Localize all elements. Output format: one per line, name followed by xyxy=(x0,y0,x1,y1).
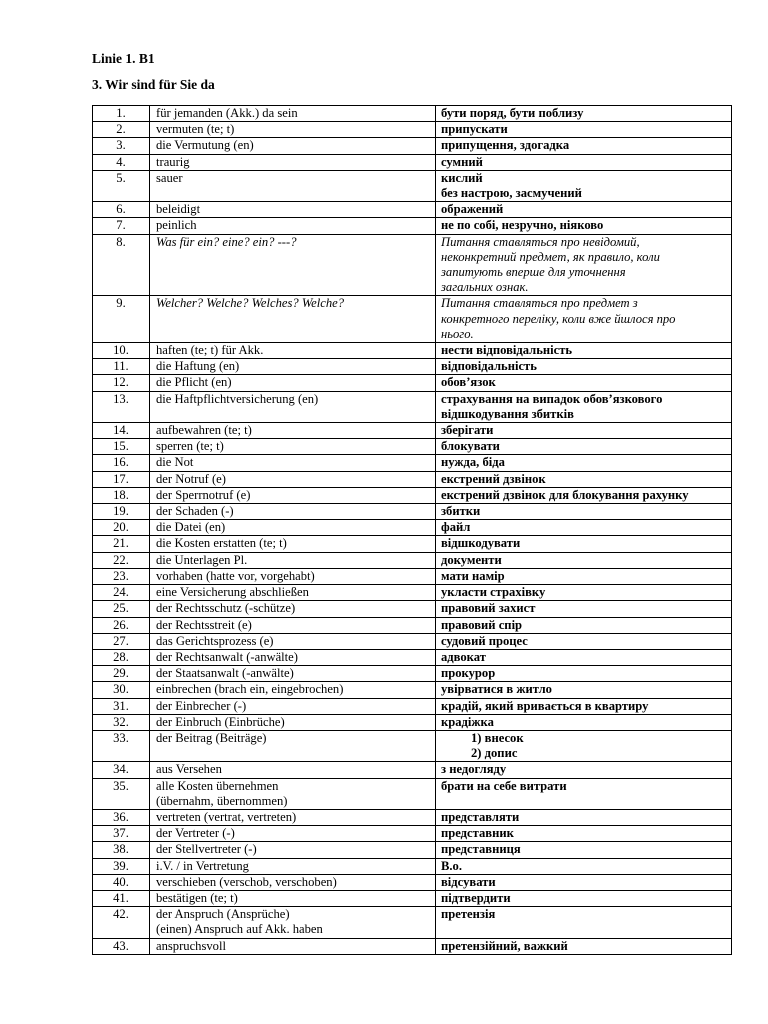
translation-line: неконкретний предмет, як правило, коли xyxy=(441,249,660,264)
translation-line: збитки xyxy=(441,504,481,519)
row-number: 37. xyxy=(93,826,150,842)
table-row xyxy=(93,296,732,343)
translation-line: нього. xyxy=(441,326,474,341)
table-row xyxy=(93,762,732,778)
ukrainian-translation xyxy=(436,296,732,343)
translation-line: не по собі, незручно, ніяково xyxy=(441,218,604,233)
table-row xyxy=(93,439,732,455)
german-term-line: die Haftung (en) xyxy=(156,359,240,374)
ukrainian-translation xyxy=(436,170,732,201)
row-number: 2. xyxy=(93,122,150,138)
translation-line: документи xyxy=(441,552,502,567)
document-title: Linie 1. B1 xyxy=(92,51,155,66)
translation-line: екстрений дзвінок xyxy=(441,471,546,486)
row-number: 30. xyxy=(93,682,150,698)
german-term-line: peinlich xyxy=(156,218,197,233)
german-term-line: sauer xyxy=(156,170,183,185)
table-row xyxy=(93,633,732,649)
row-number: 36. xyxy=(93,809,150,825)
german-term-line: der Beitrag (Beiträge) xyxy=(156,730,267,745)
german-term-line: beleidigt xyxy=(156,202,201,217)
german-term-line: der Stellvertreter (-) xyxy=(156,842,257,857)
ukrainian-translation xyxy=(436,585,732,601)
ukrainian-translation xyxy=(436,617,732,633)
german-term xyxy=(150,375,436,391)
row-number: 19. xyxy=(93,504,150,520)
table-row xyxy=(93,234,732,296)
ukrainian-translation xyxy=(436,106,732,122)
german-term xyxy=(150,585,436,601)
ukrainian-translation xyxy=(436,858,732,874)
translation-line: файл xyxy=(441,520,471,535)
german-term-line: der Rechtsschutz (-schütze) xyxy=(156,601,296,616)
translation-line: увірватися в житло xyxy=(441,682,552,697)
row-number: 33. xyxy=(93,730,150,761)
row-number: 12. xyxy=(93,375,150,391)
german-term xyxy=(150,218,436,234)
table-row xyxy=(93,666,732,682)
ukrainian-translation xyxy=(436,218,732,234)
german-term-line: die Haftpflichtversicherung (en) xyxy=(156,391,319,406)
row-number: 35. xyxy=(93,778,150,809)
ukrainian-translation xyxy=(436,762,732,778)
german-term-line: der Schaden (-) xyxy=(156,504,234,519)
german-term-line: der Notruf (e) xyxy=(156,471,226,486)
ukrainian-translation xyxy=(436,938,732,954)
german-term xyxy=(150,359,436,375)
ukrainian-translation xyxy=(436,649,732,665)
translation-line: відшкодування збитків xyxy=(441,406,574,421)
german-term xyxy=(150,504,436,520)
ukrainian-translation xyxy=(436,682,732,698)
german-term xyxy=(150,568,436,584)
german-term xyxy=(150,170,436,201)
german-term xyxy=(150,455,436,471)
translation-line: ображений xyxy=(441,202,504,217)
german-term-line: traurig xyxy=(156,154,190,169)
ukrainian-translation xyxy=(436,359,732,375)
german-term-line: der Staatsanwalt (-anwälte) xyxy=(156,666,294,681)
vocabulary-table xyxy=(92,105,732,955)
german-term-line: verschieben (verschob, verschoben) xyxy=(156,874,337,889)
table-row xyxy=(93,154,732,170)
row-number: 43. xyxy=(93,938,150,954)
translation-line: відповідальність xyxy=(441,359,537,374)
row-number: 24. xyxy=(93,585,150,601)
translation-line: адвокат xyxy=(441,649,486,664)
translation-line: підтвердити xyxy=(441,890,511,905)
translation-line: бути поряд, бути поблизу xyxy=(441,106,584,120)
german-term xyxy=(150,778,436,809)
german-term xyxy=(150,762,436,778)
row-number: 26. xyxy=(93,617,150,633)
translation-line: брати на себе витрати xyxy=(441,778,567,793)
ukrainian-translation xyxy=(436,601,732,617)
table-row xyxy=(93,698,732,714)
table-row xyxy=(93,471,732,487)
german-term xyxy=(150,907,436,938)
german-term-line: die Kosten erstatten (te; t) xyxy=(156,536,287,551)
german-term-line: eine Versicherung abschließen xyxy=(156,585,309,600)
german-term-line: der Vertreter (-) xyxy=(156,826,235,841)
row-number: 40. xyxy=(93,874,150,890)
table-row xyxy=(93,138,732,154)
translation-line: конкретного переліку, коли вже йшлося про xyxy=(441,311,676,326)
ukrainian-translation xyxy=(436,666,732,682)
table-row xyxy=(93,520,732,536)
german-term-line: bestätigen (te; t) xyxy=(156,890,238,905)
row-number: 29. xyxy=(93,666,150,682)
translation-line: нужда, біда xyxy=(441,455,505,470)
table-row xyxy=(93,890,732,906)
row-number: 21. xyxy=(93,536,150,552)
row-number: 39. xyxy=(93,858,150,874)
translation-line: припущення, здогадка xyxy=(441,138,570,153)
translation-line: відсувати xyxy=(441,874,496,889)
table-row xyxy=(93,343,732,359)
table-row xyxy=(93,455,732,471)
ukrainian-translation xyxy=(436,234,732,296)
translation-line: відшкодувати xyxy=(441,536,521,551)
row-number: 22. xyxy=(93,552,150,568)
row-number: 6. xyxy=(93,202,150,218)
translation-line: представниця xyxy=(441,842,521,857)
row-number: 9. xyxy=(93,296,150,343)
row-number: 17. xyxy=(93,471,150,487)
german-term-line: (übernahm, übernommen) xyxy=(156,793,288,808)
german-term xyxy=(150,423,436,439)
table-row xyxy=(93,568,732,584)
german-term-line: die Pflicht (en) xyxy=(156,375,232,390)
german-term xyxy=(150,439,436,455)
table-row xyxy=(93,375,732,391)
german-term-line: vorhaben (hatte vor, vorgehabt) xyxy=(156,568,315,583)
table-row xyxy=(93,391,732,422)
row-number: 27. xyxy=(93,633,150,649)
row-number: 23. xyxy=(93,568,150,584)
translation-line: правовий спір xyxy=(441,617,523,632)
german-term-line: einbrechen (brach ein, eingebrochen) xyxy=(156,682,344,697)
ukrainian-translation xyxy=(436,536,732,552)
german-term xyxy=(150,809,436,825)
ukrainian-translation xyxy=(436,809,732,825)
translation-line: 1) внесок xyxy=(471,730,524,745)
translation-line: сумний xyxy=(441,154,483,169)
row-number: 25. xyxy=(93,601,150,617)
ukrainian-translation xyxy=(436,202,732,218)
table-row xyxy=(93,617,732,633)
translation-line: зберігати xyxy=(441,423,494,438)
row-number: 28. xyxy=(93,649,150,665)
ukrainian-translation xyxy=(436,633,732,649)
table-row xyxy=(93,874,732,890)
row-number: 14. xyxy=(93,423,150,439)
ukrainian-translation xyxy=(436,154,732,170)
ukrainian-translation xyxy=(436,471,732,487)
german-term xyxy=(150,138,436,154)
german-term xyxy=(150,842,436,858)
translation-line: запитують вперше для уточнення xyxy=(441,265,626,280)
german-term-line: die Not xyxy=(156,455,194,470)
translation-line: правовий захист xyxy=(441,601,536,616)
german-term-line: i.V. / in Vertretung xyxy=(156,858,249,873)
ukrainian-translation xyxy=(436,138,732,154)
german-term-line: der Einbruch (Einbrüche) xyxy=(156,714,285,729)
ukrainian-translation xyxy=(436,520,732,536)
translation-line: кислий xyxy=(441,170,483,185)
german-term xyxy=(150,874,436,890)
table-row xyxy=(93,938,732,954)
german-term xyxy=(150,649,436,665)
translation-line: блокувати xyxy=(441,439,500,454)
row-number: 38. xyxy=(93,842,150,858)
table-row xyxy=(93,218,732,234)
german-term xyxy=(150,666,436,682)
table-row xyxy=(93,809,732,825)
table-row xyxy=(93,714,732,730)
translation-line: нести відповідальність xyxy=(441,343,573,358)
german-term-line: das Gerichtsprozess (e) xyxy=(156,633,274,648)
row-number: 34. xyxy=(93,762,150,778)
row-number: 18. xyxy=(93,487,150,503)
german-term-line: anspruchsvoll xyxy=(156,938,226,953)
translation-line: В.о. xyxy=(441,858,462,873)
ukrainian-translation xyxy=(436,552,732,568)
translation-line: екстрений дзвінок для блокування рахунку xyxy=(441,487,689,502)
translation-line: Питання ставляться про предмет з xyxy=(441,296,638,311)
ukrainian-translation xyxy=(436,343,732,359)
german-term xyxy=(150,826,436,842)
table-row xyxy=(93,585,732,601)
row-number: 42. xyxy=(93,907,150,938)
german-term xyxy=(150,633,436,649)
table-row xyxy=(93,682,732,698)
german-term-line: (einen) Anspruch auf Akk. haben xyxy=(156,922,323,937)
row-number: 11. xyxy=(93,359,150,375)
translation-line: претензія xyxy=(441,907,496,922)
ukrainian-translation xyxy=(436,375,732,391)
vocabulary-table-body xyxy=(93,106,732,955)
german-term xyxy=(150,601,436,617)
ukrainian-translation xyxy=(436,890,732,906)
table-row xyxy=(93,359,732,375)
german-term-line: der Einbrecher (-) xyxy=(156,698,247,713)
table-row xyxy=(93,106,732,122)
german-term xyxy=(150,520,436,536)
german-term-line: aus Versehen xyxy=(156,762,222,777)
translation-line: загальних ознак. xyxy=(441,280,529,295)
german-term xyxy=(150,938,436,954)
ukrainian-translation xyxy=(436,391,732,422)
row-number: 20. xyxy=(93,520,150,536)
german-term-line: die Unterlagen Pl. xyxy=(156,552,248,567)
ukrainian-translation xyxy=(436,826,732,842)
table-row xyxy=(93,552,732,568)
translation-line: обов’язок xyxy=(441,375,496,390)
ukrainian-translation xyxy=(436,423,732,439)
table-row xyxy=(93,778,732,809)
translation-line: прокурор xyxy=(441,666,496,681)
german-term xyxy=(150,471,436,487)
translation-line: представляти xyxy=(441,809,520,824)
translation-line: мати намір xyxy=(441,568,505,583)
table-row xyxy=(93,858,732,874)
row-number: 15. xyxy=(93,439,150,455)
german-term-line: die Vermutung (en) xyxy=(156,138,254,153)
translation-line: претензійний, важкий xyxy=(441,938,568,953)
german-term xyxy=(150,154,436,170)
german-term-line: der Anspruch (Ansprüche) xyxy=(156,907,290,922)
german-term-line: alle Kosten übernehmen xyxy=(156,778,279,793)
row-number: 5. xyxy=(93,170,150,201)
ukrainian-translation xyxy=(436,487,732,503)
table-row xyxy=(93,487,732,503)
row-number: 16. xyxy=(93,455,150,471)
row-number: 7. xyxy=(93,218,150,234)
row-number: 8. xyxy=(93,234,150,296)
german-term xyxy=(150,343,436,359)
german-term-line: haften (te; t) für Akk. xyxy=(156,343,264,358)
row-number: 13. xyxy=(93,391,150,422)
translation-line: припускати xyxy=(441,122,508,137)
german-term-line: vermuten (te; t) xyxy=(156,122,235,137)
german-term xyxy=(150,617,436,633)
ukrainian-translation xyxy=(436,698,732,714)
table-row xyxy=(93,202,732,218)
translation-line: крадіжка xyxy=(441,714,494,729)
translation-line: крадій, який вривається в квартиру xyxy=(441,698,649,713)
ukrainian-translation xyxy=(436,439,732,455)
translation-line: страхування на випадок обов’язкового xyxy=(441,391,663,406)
ukrainian-translation xyxy=(436,842,732,858)
ukrainian-translation xyxy=(436,714,732,730)
row-number: 4. xyxy=(93,154,150,170)
ukrainian-translation xyxy=(436,455,732,471)
german-term-line: Welcher? Welche? Welches? Welche? xyxy=(156,296,345,311)
german-term xyxy=(150,552,436,568)
translation-line: представник xyxy=(441,826,514,841)
table-row xyxy=(93,649,732,665)
german-term xyxy=(150,698,436,714)
table-row xyxy=(93,730,732,761)
table-row xyxy=(93,842,732,858)
german-term xyxy=(150,391,436,422)
ukrainian-translation xyxy=(436,730,732,761)
german-term-line: Was für ein? eine? ein? ---? xyxy=(156,234,297,249)
german-term xyxy=(150,730,436,761)
german-term xyxy=(150,487,436,503)
table-row xyxy=(93,536,732,552)
german-term-line: die Datei (en) xyxy=(156,520,226,535)
ukrainian-translation xyxy=(436,568,732,584)
row-number: 32. xyxy=(93,714,150,730)
german-term-line: aufbewahren (te; t) xyxy=(156,423,252,438)
translation-line: з недогляду xyxy=(441,762,507,777)
translation-line: без настрою, засмучений xyxy=(441,186,582,201)
translation-line: укласти страхівку xyxy=(441,585,546,600)
german-term xyxy=(150,202,436,218)
german-term xyxy=(150,106,436,122)
table-row xyxy=(93,423,732,439)
translation-line: судовий процес xyxy=(441,633,528,648)
german-term-line: sperren (te; t) xyxy=(156,439,224,454)
german-term xyxy=(150,296,436,343)
table-row xyxy=(93,601,732,617)
ukrainian-translation xyxy=(436,778,732,809)
ukrainian-translation xyxy=(436,907,732,938)
german-term xyxy=(150,234,436,296)
german-term-line: für jemanden (Akk.) da sein xyxy=(156,106,298,120)
german-term xyxy=(150,858,436,874)
row-number: 10. xyxy=(93,343,150,359)
row-number: 31. xyxy=(93,698,150,714)
german-term-line: der Rechtsanwalt (-anwälte) xyxy=(156,649,298,664)
german-term xyxy=(150,122,436,138)
table-row xyxy=(93,170,732,201)
ukrainian-translation xyxy=(436,122,732,138)
german-term-line: der Rechtsstreit (e) xyxy=(156,617,252,632)
table-row xyxy=(93,907,732,938)
ukrainian-translation xyxy=(436,874,732,890)
table-row xyxy=(93,826,732,842)
translation-line: Питання ставляться про невідомий, xyxy=(441,234,640,249)
german-term xyxy=(150,536,436,552)
german-term xyxy=(150,890,436,906)
row-number: 41. xyxy=(93,890,150,906)
translation-line: 2) допис xyxy=(471,746,518,761)
row-number: 3. xyxy=(93,138,150,154)
table-row xyxy=(93,122,732,138)
section-title: 3. Wir sind für Sie da xyxy=(92,77,215,92)
german-term-line: vertreten (vertrat, vertreten) xyxy=(156,809,297,824)
german-term xyxy=(150,682,436,698)
table-row xyxy=(93,504,732,520)
german-term xyxy=(150,714,436,730)
row-number: 1. xyxy=(93,106,150,122)
ukrainian-translation xyxy=(436,504,732,520)
german-term-line: der Sperrnotruf (e) xyxy=(156,487,251,502)
